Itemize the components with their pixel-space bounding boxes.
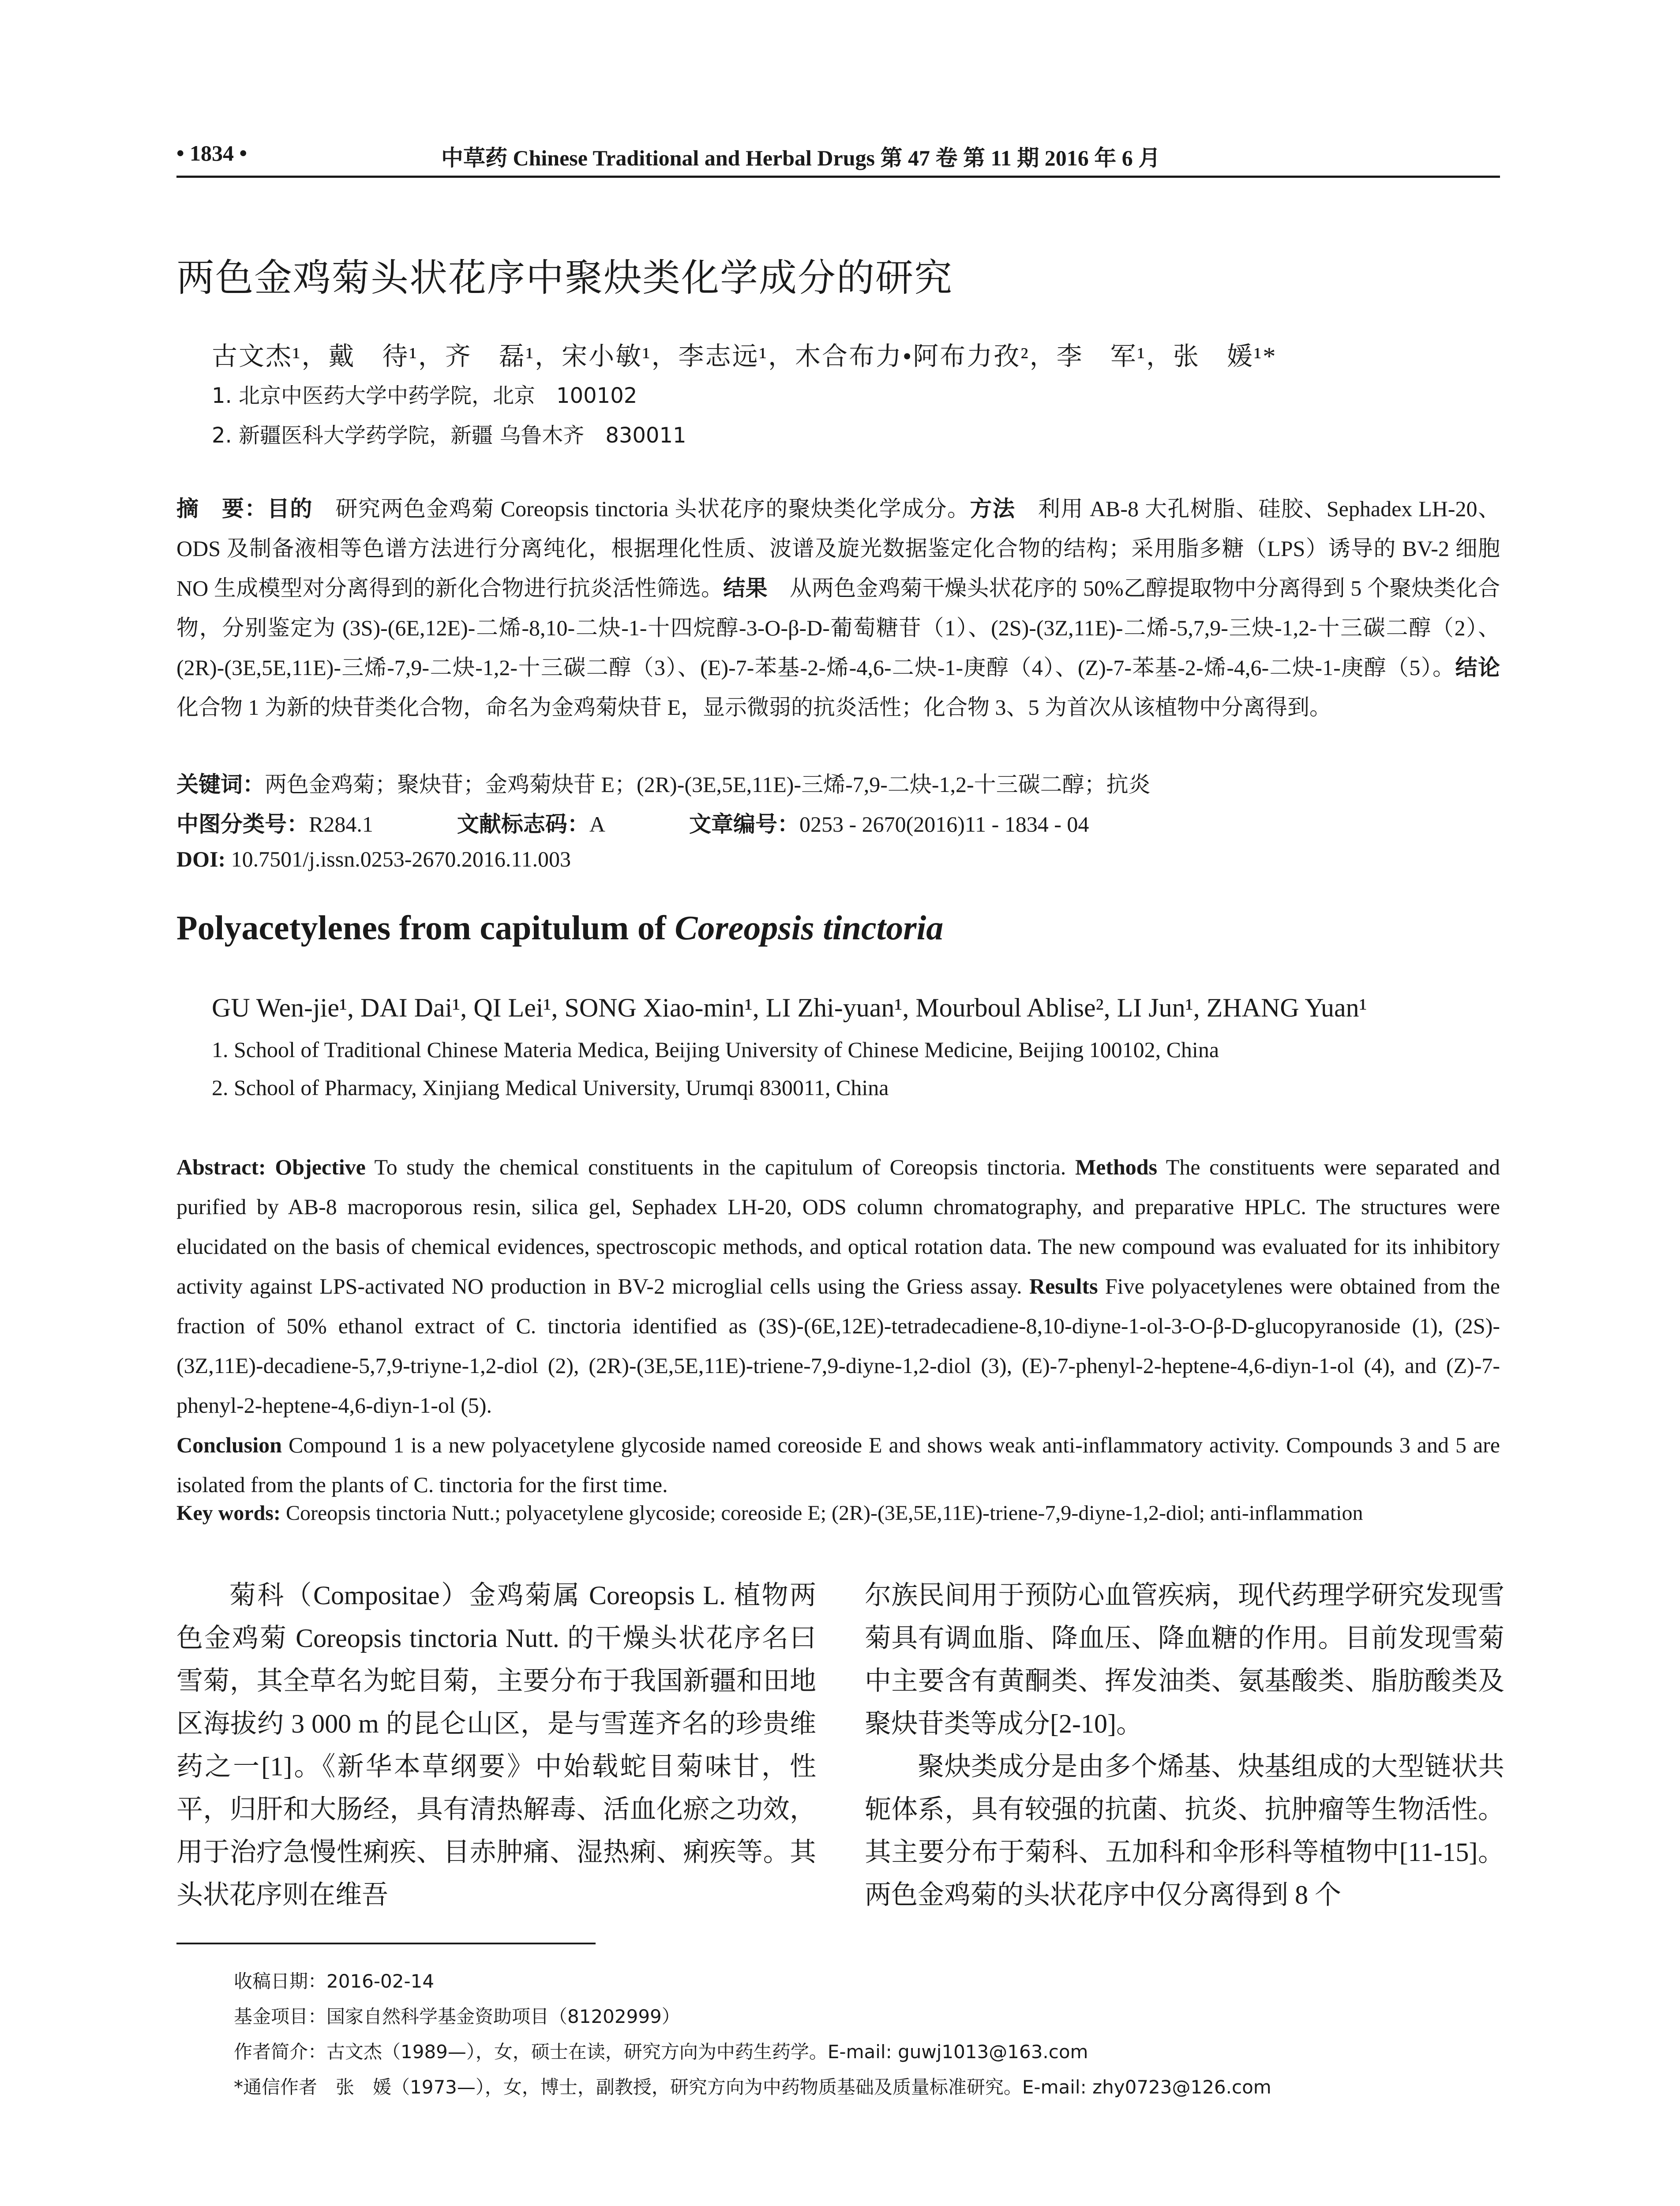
doc-code-value: A xyxy=(589,812,605,837)
clc-label: 中图分类号： xyxy=(176,811,309,837)
english-affiliation-1: 1. School of Traditional Chinese Materia Medica, Beijing University of Chinese Medicine, Beijing 100102, China xyxy=(212,1037,1219,1062)
page-number: • 1834 • xyxy=(176,141,248,165)
body-right-column xyxy=(865,1574,1504,1917)
conclusion-label: 结论 xyxy=(1455,655,1500,680)
clc-value: R284.1 xyxy=(309,812,373,837)
chinese-authors: 古文杰¹，戴 待¹，齐 磊¹，宋小敏¹，李志远¹，木合布力•阿布力孜²，李 军¹，张 媛¹* xyxy=(212,342,1277,371)
en-objective-label: Abstract: Objective xyxy=(176,1155,366,1179)
abstract-label: 摘 要：目的 xyxy=(176,496,313,521)
abstract-conclusion: 化合物 1 为新的炔苷类化合物，命名为金鸡菊炔苷 E，显示微弱的抗炎活性；化合物 3、5 为首次从该植物中分离得到。 xyxy=(176,695,1332,720)
keywords-label: 关键词： xyxy=(176,772,265,797)
chinese-keywords xyxy=(176,767,1151,799)
classification-line xyxy=(176,807,1089,838)
doi-line xyxy=(176,846,571,872)
english-title xyxy=(176,908,943,948)
footnote-received: 收稿日期：2016-02-14 xyxy=(234,1970,435,1992)
en-conclusion-label: Conclusion xyxy=(176,1433,282,1457)
en-methods-label: Methods xyxy=(1075,1155,1158,1179)
body-left-column xyxy=(176,1574,816,1917)
article-number-value: 0253 - 2670(2016)11 - 1834 - 04 xyxy=(799,812,1089,837)
english-title-main: Polyacetylenes from capitulum of xyxy=(176,908,675,947)
header-divider xyxy=(176,176,1500,178)
doc-code-label: 文献标志码： xyxy=(457,811,589,837)
doi-label: DOI: xyxy=(176,847,226,871)
chinese-title: 两色金鸡菊头状花序中聚炔类化学成分的研究 xyxy=(176,256,953,300)
chinese-affiliation-2: 2. 新疆医科大学药学院，新疆 乌鲁木齐 830011 xyxy=(212,423,686,448)
chinese-affiliation-1: 1. 北京中医药大学中药学院，北京 100102 xyxy=(212,383,638,408)
article-number-label: 文章编号： xyxy=(689,811,799,837)
english-keywords xyxy=(176,1501,1500,1525)
en-methods: The constituents were separated and purified by AB-8 macroporous resin, silica gel, Sephadex LH-20, ODS column chromatography, and preparative HPLC. The structures were elucidated on the basis of chemical evidences, spectroscopic methods, and optical rotation data. The new compound was evaluated for its inhibitory activity against LPS-activated NO production in BV-2 microglial cells using the Griess assay. xyxy=(176,1155,1500,1298)
body-paragraph: 菊科（Compositae）金鸡菊属 Coreopsis L. 植物两色金鸡菊 Coreopsis tinctoria Nutt. 的干燥头状花序名曰雪菊，其全草名为蛇目菊，主要分布于我国新疆和田地区海拔约 3 000 m 的昆仑山区，是与雪莲齐名的珍贵维药之一[1]。《新华本草纲要》中始载蛇目菊味甘，性平，归肝和大肠经，具有清热解毒、活血化瘀之功效，用于治疗急慢性痢疾、目赤肿痛、湿热痢、痢疾等。其头状花序则在维吾 xyxy=(176,1581,816,1910)
footnote-author: 作者简介：古文杰（1989—），女，硕士在读，研究方向为中药生药学。E-mail: guwj1013@163.com xyxy=(234,2041,1088,2063)
footnote-corresponding: *通信作者 张 媛（1973—），女，博士，副教授，研究方向为中药物质基础及质量标准研究。E-mail: zhy0723@126.com xyxy=(234,2076,1271,2098)
body-paragraph: 尔族民间用于预防心血管疾病，现代药理学研究发现雪菊具有调血脂、降血压、降血糖的作用。目前发现雪菊中主要含有黄酮类、挥发油类、氨基酸类、脂肪酸类及聚炔苷类等成分[2-10]。 xyxy=(865,1581,1504,1738)
journal-header: 中草药 Chinese Traditional and Herbal Drugs 第 47 卷 第 11 期 2016 年 6 月 xyxy=(441,146,1161,170)
methods-label: 方法 xyxy=(970,496,1016,521)
en-keywords-text: Coreopsis tinctoria Nutt.; polyacetylene glycoside; coreoside E; (2R)-(3E,5E,11E)-triene-7,9-diyne-1,2-diol; anti-inflammation xyxy=(280,1501,1363,1525)
english-abstract xyxy=(176,1147,1500,1504)
en-keywords-label: Key words: xyxy=(176,1501,281,1525)
en-conclusion: Compound 1 is a new polyacetylene glycoside named coreoside E and shows weak anti-inflammatory activity. Compounds 3 and 5 are isolated from the plants of C. tinctoria for the first time. xyxy=(176,1433,1500,1497)
doi-value: 10.7501/j.issn.0253-2670.2016.11.003 xyxy=(225,847,571,871)
english-affiliation-2: 2. School of Pharmacy, Xinjiang Medical University, Urumqi 830011, China xyxy=(212,1075,889,1100)
chinese-abstract xyxy=(176,489,1500,727)
english-title-species: Coreopsis tinctoria xyxy=(675,908,944,947)
body-paragraph: 聚炔类成分是由多个烯基、炔基组成的大型链状共轭体系，具有较强的抗菌、抗炎、抗肿瘤等生物活性。其主要分布于菊科、五加科和伞形科等植物中[11-15]。两色金鸡菊的头状花序中仅分离得到 8 个 xyxy=(865,1752,1504,1910)
english-authors: GU Wen-jie¹, DAI Dai¹, QI Lei¹, SONG Xiao-min¹, LI Zhi-yuan¹, Mourboul Ablise², LI Jun¹, ZHANG Yuan¹ xyxy=(212,993,1367,1022)
footnote-fund: 基金项目：国家自然科学基金资助项目（81202999） xyxy=(234,2006,680,2027)
abstract-methods: 利用 AB-8 大孔树脂、硅胶、Sephadex LH-20、ODS 及制备液相等色谱方法进行分离纯化，根据理化性质、波谱及旋光数据鉴定化合物的结构；采用脂多糖（LPS）诱导的 BV-2 细胞 NO 生成模型对分离得到的新化合物进行抗炎活性筛选。 xyxy=(176,496,1500,600)
en-results-label: Results xyxy=(1029,1274,1098,1298)
footnote-divider xyxy=(176,1943,596,1944)
en-results: Five polyacetylenes were obtained from the fraction of 50% ethanol extract of C. tinctoria identified as (3S)-(6E,12E)-tetradecadiene-8,10-diyne-1-ol-3-O-β-D-glucopyranoside (1), (2S)-(3Z,11E)-decadiene-5,7,9-triyne-1,2-diol (2), (2R)-(3E,5E,11E)-triene-7,9-diyne-1,2-diol (3), (E)-7-phenyl-2-heptene-4,6-diyn-1-ol (4), and (Z)-7-phenyl-2-heptene-4,6-diyn-1-ol (5). xyxy=(176,1274,1500,1418)
results-label: 结果 xyxy=(723,575,768,601)
abstract-results: 从两色金鸡菊干燥头状花序的 50%乙醇提取物中分离得到 5 个聚炔类化合物，分别鉴定为 (3S)-(6E,12E)-二烯-8,10-二炔-1-十四烷醇-3-O-β-D-葡萄糖苷（1）、(2S)-(3Z,11E)-二烯-5,7,9-三炔-1,2-十三碳二醇（2）、(2R)-(3E,5E,11E)-三烯-7,9-二炔-1,2-十三碳二醇（3）、(E)-7-苯基-2-烯-4,6-二炔-1-庚醇（4）、(Z)-7-苯基-2-烯-4,6-二炔-1-庚醇（5）。 xyxy=(176,576,1500,680)
en-objective: To study the chemical constituents in the capitulum of Coreopsis tinctoria. xyxy=(365,1155,1075,1179)
abstract-objective: 研究两色金鸡菊 Coreopsis tinctoria 头状花序的聚炔类化学成分。 xyxy=(335,496,970,521)
keywords-text: 两色金鸡菊；聚炔苷；金鸡菊炔苷 E；(2R)-(3E,5E,11E)-三烯-7,9-二炔-1,2-十三碳二醇；抗炎 xyxy=(265,772,1151,797)
